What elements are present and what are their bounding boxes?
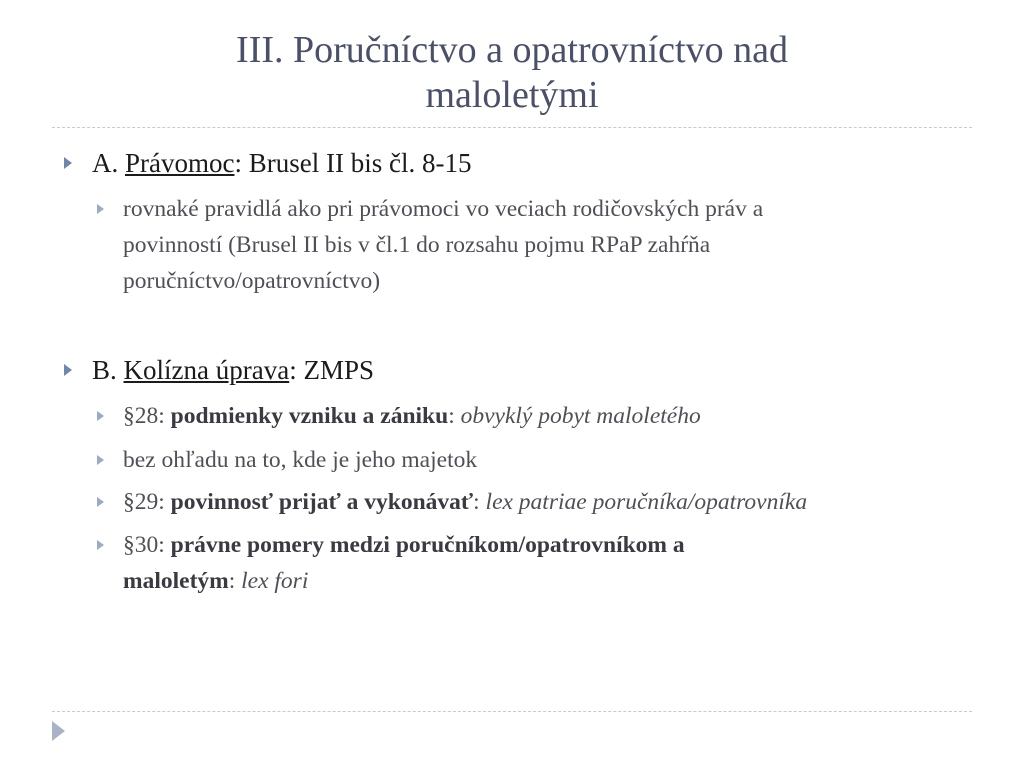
section-a-heading	[92, 146, 471, 180]
para-30-rule: lex fori	[241, 568, 309, 594]
para-30-topic-line2: maloletým	[123, 568, 229, 594]
section-b-bullet-29	[123, 484, 943, 520]
slide-title	[60, 28, 964, 118]
para-29: §29:	[123, 489, 165, 515]
section-b-bullet-28	[123, 398, 943, 434]
section-b-heading	[92, 353, 374, 387]
bullet-triangle-icon	[97, 411, 104, 421]
para-28-rule: obvyklý pobyt maloletého	[460, 403, 701, 429]
section-b-prefix: B.	[92, 355, 117, 385]
bullet-triangle-icon	[64, 157, 72, 169]
bullet-triangle-icon	[97, 540, 104, 550]
bottom-divider	[52, 711, 972, 712]
bullet-triangle-icon	[97, 455, 104, 465]
section-b-rest: : ZMPS	[289, 355, 374, 385]
para-28: §28:	[123, 403, 165, 429]
bullet-triangle-icon	[97, 497, 104, 507]
section-b-bullet-30	[123, 527, 943, 599]
section-b-term: Kolízna úprava	[123, 355, 290, 385]
bullet-triangle-icon	[64, 364, 72, 376]
para-29-colon: :	[473, 489, 480, 515]
section-a-bullet-line1: rovnaké pravidlá ako pri právomoci vo veciach rodičovských práv a	[123, 196, 764, 222]
top-divider	[52, 127, 972, 128]
para-29-rule: lex patriae poručníka/opatrovníka	[485, 489, 808, 515]
para-30-topic-line1: právne pomery medzi poručníkom/opatrovníkom a	[170, 532, 685, 558]
para-29-topic: povinnosť prijať a vykonávať	[170, 489, 474, 515]
slide-title-line1: III. Poručníctvo a opatrovníctvo nad	[236, 29, 788, 71]
section-a-term: Právomoc	[125, 148, 235, 178]
next-slide-icon[interactable]	[52, 721, 65, 741]
section-a-prefix: A.	[92, 148, 119, 178]
section-b-bullet-property: bez ohľadu na to, kde je jeho majetok	[123, 447, 478, 473]
section-a-bullet	[123, 191, 943, 299]
bullet-triangle-icon	[97, 204, 104, 214]
section-a-rest: : Brusel II bis čl. 8-15	[234, 148, 472, 178]
section-a-bullet-line2: povinností (Brusel II bis v čl.1 do rozsahu pojmu RPaP zahŕňa	[123, 232, 711, 258]
slide-title-line2: maloletými	[425, 74, 599, 116]
para-30-colon: :	[228, 568, 236, 594]
para-30: §30:	[123, 532, 165, 558]
para-28-colon: :	[448, 403, 455, 429]
section-a-bullet-line3: poručníctvo/opatrovníctvo)	[123, 268, 381, 294]
para-28-topic: podmienky vzniku a zániku	[170, 403, 449, 429]
